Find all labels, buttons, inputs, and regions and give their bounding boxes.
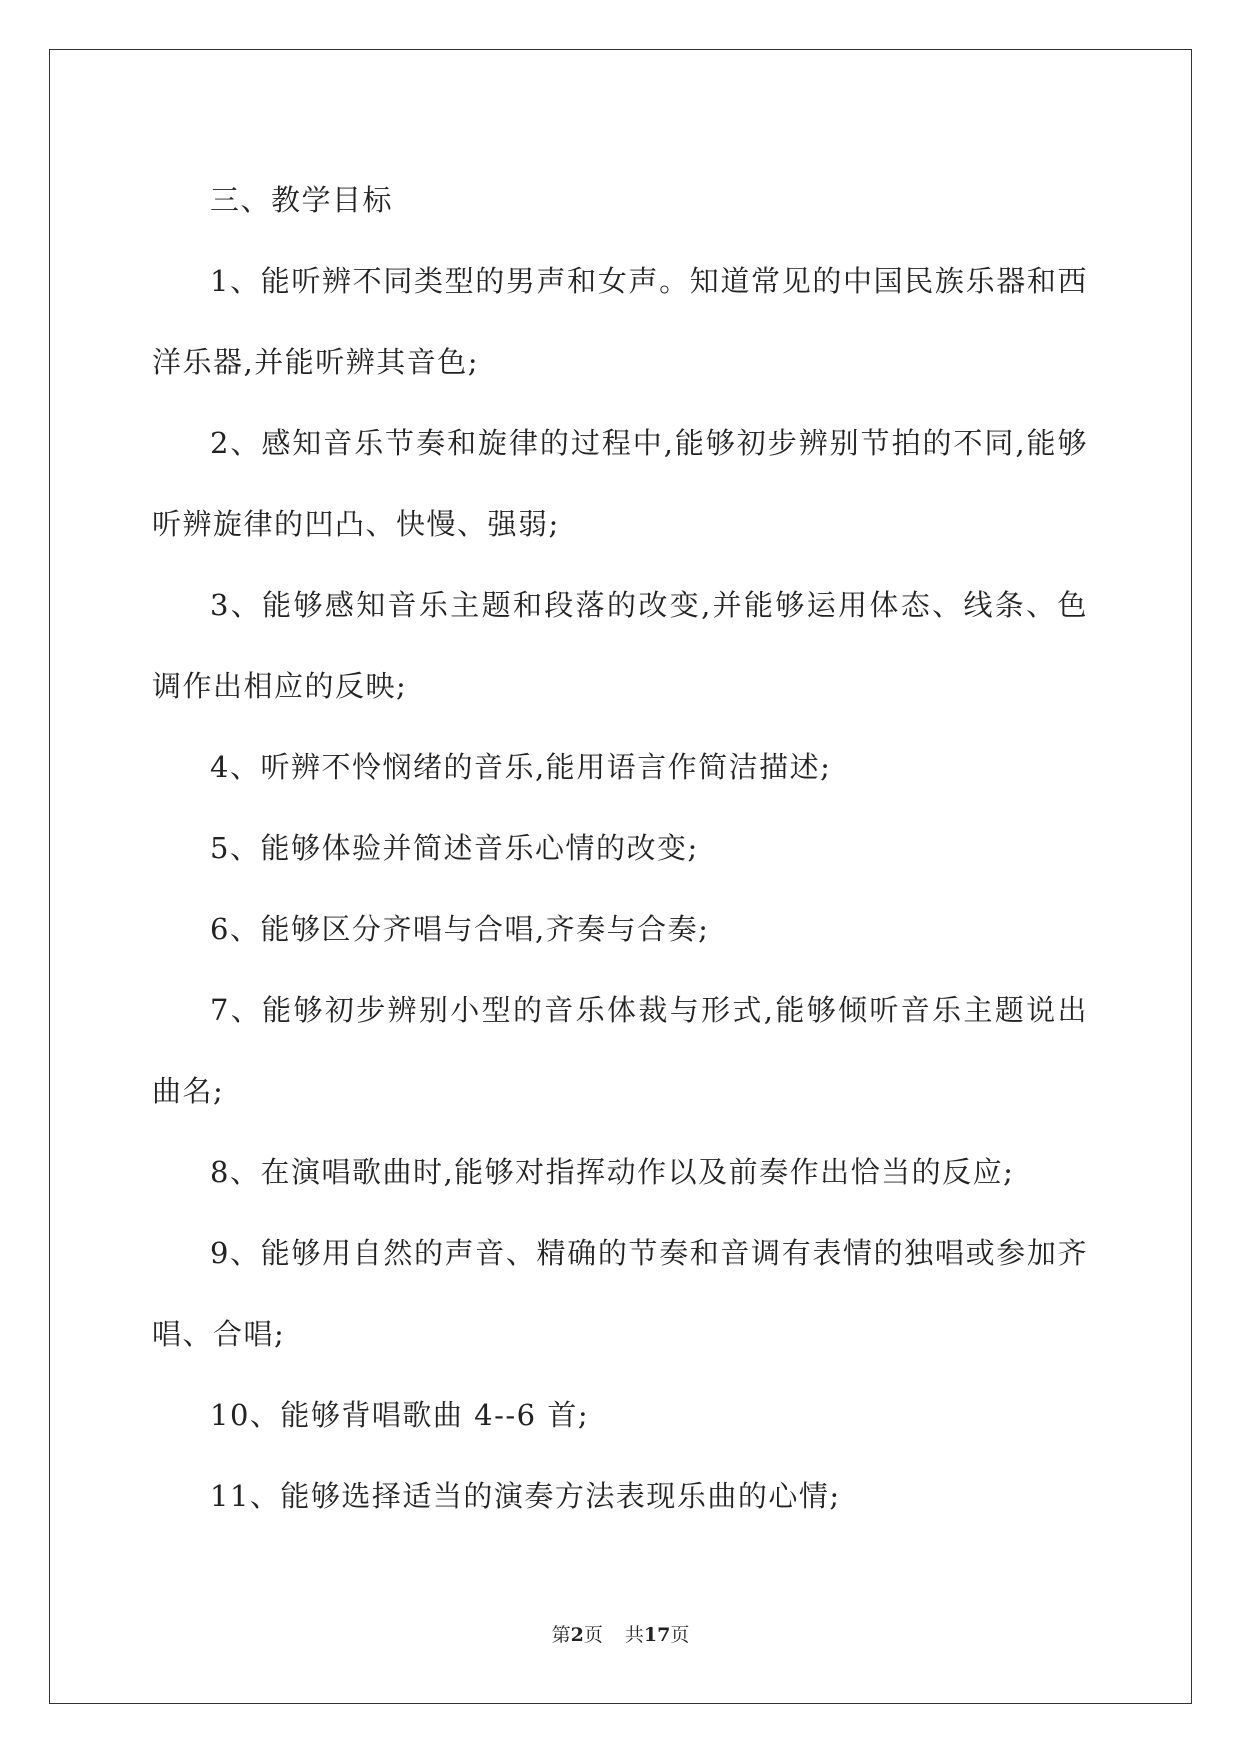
document-body bbox=[152, 160, 1088, 1537]
page-suffix: 页 bbox=[583, 1624, 603, 1646]
section-heading: 三、教学目标 bbox=[210, 183, 394, 217]
objective-paragraph: 2、感知音乐节奏和旋律的过程中,能够初步辨别节拍的不同,能够听辨旋律的凹凸、快慢、强弱; bbox=[152, 426, 1088, 541]
total-pages: 17 bbox=[643, 1624, 671, 1646]
total-prefix: 共 bbox=[624, 1624, 644, 1646]
page-number: 2 bbox=[570, 1624, 584, 1646]
objective-paragraph: 10、能够背唱歌曲 4--6 首; bbox=[210, 1398, 590, 1432]
total-suffix: 页 bbox=[670, 1624, 690, 1646]
objective-paragraph: 1、能听辨不同类型的男声和女声。知道常见的中国民族乐器和西洋乐器,并能听辨其音色; bbox=[152, 264, 1088, 379]
objective-paragraph: 5、能够体验并简述音乐心情的改变; bbox=[210, 831, 699, 865]
objective-paragraph: 6、能够区分齐唱与合唱,齐奏与合奏; bbox=[210, 912, 710, 946]
objective-paragraph: 8、在演唱歌曲时,能够对指挥动作以及前奏作出恰当的反应; bbox=[210, 1155, 1015, 1189]
objective-paragraph: 11、能够选择适当的演奏方法表现乐曲的心情; bbox=[210, 1479, 841, 1513]
objective-paragraph: 7、能够初步辨别小型的音乐体裁与形式,能够倾听音乐主题说出曲名; bbox=[152, 993, 1088, 1108]
page-prefix: 第 bbox=[551, 1624, 571, 1646]
page-footer bbox=[0, 1620, 1241, 1647]
objective-paragraph: 9、能够用自然的声音、精确的节奏和音调有表情的独唱或参加齐唱、合唱; bbox=[152, 1236, 1088, 1351]
objective-paragraph: 4、听辨不怜悯绪的音乐,能用语言作简洁描述; bbox=[210, 750, 832, 784]
objective-paragraph: 3、能够感知音乐主题和段落的改变,并能够运用体态、线条、色调作出相应的反映; bbox=[152, 588, 1088, 703]
